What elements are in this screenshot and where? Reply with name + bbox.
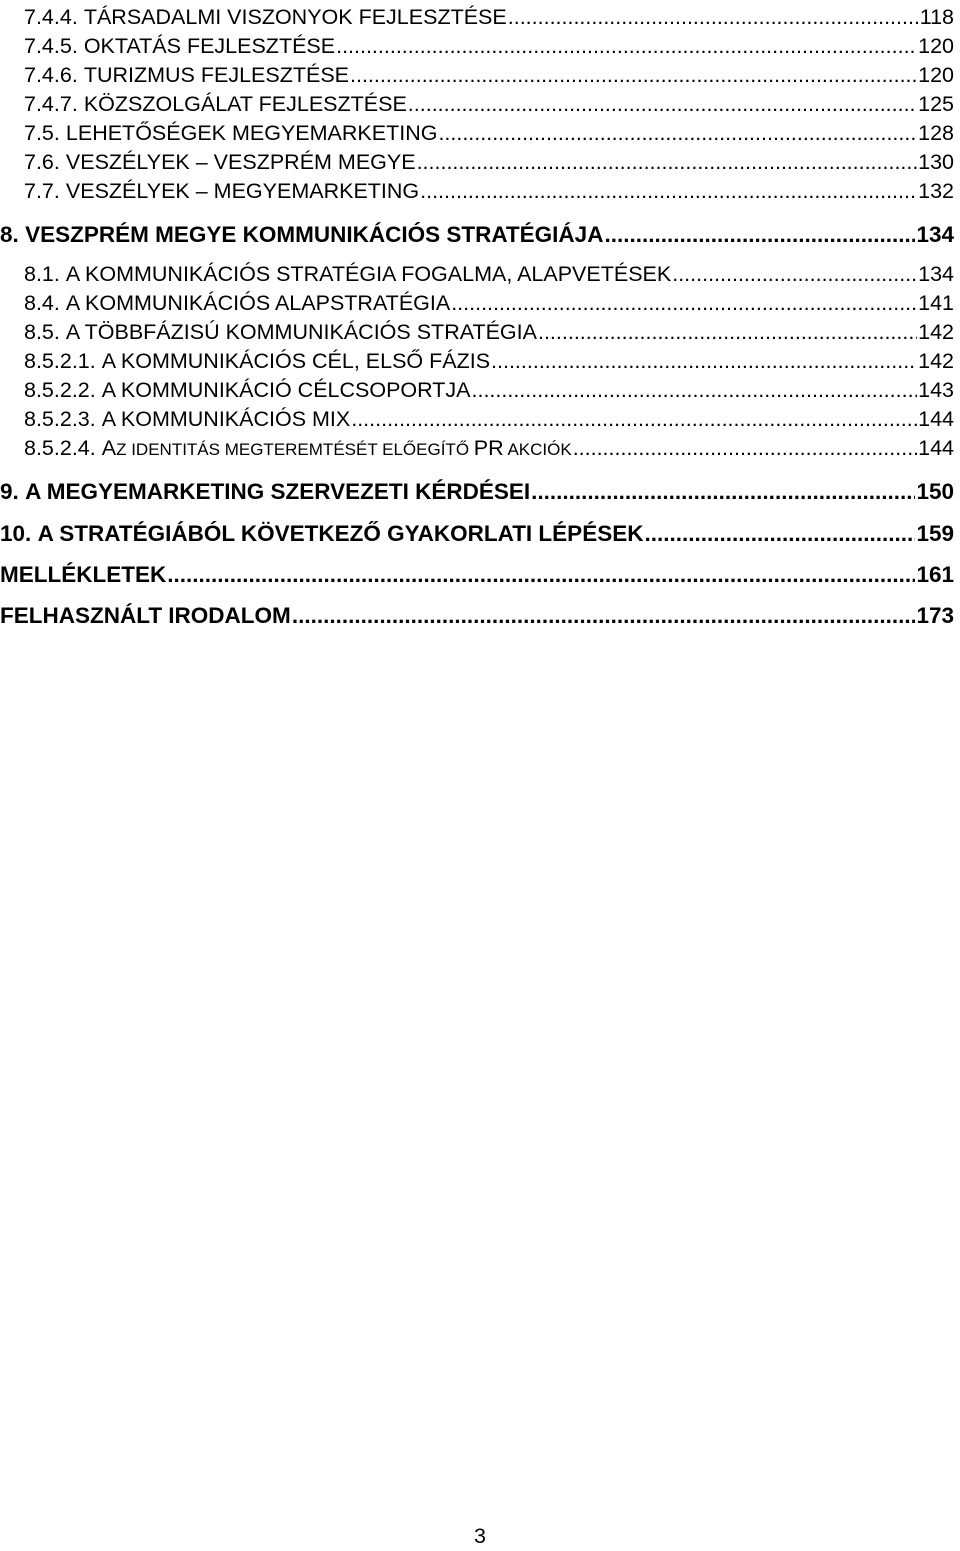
toc-entry-number: 8.5.2.3.	[24, 407, 96, 431]
toc-entry-number: 7.5.	[24, 121, 60, 145]
toc-entry-title-part: PR	[473, 436, 504, 460]
toc-entry-number: 8.5.2.4.	[24, 436, 96, 460]
toc-entry-title: KÖZSZOLGÁLAT FEJLESZTÉSE	[83, 92, 407, 116]
toc-entry-title: TÁRSADALMI VISZONYOK FEJLESZTÉSE	[83, 5, 507, 29]
toc-entry-title: MELLÉKLETEK	[0, 562, 167, 587]
toc-entry[interactable]	[24, 179, 954, 204]
toc-entry-title: VESZPRÉM MEGYE KOMMUNIKÁCIÓS STRATÉGIÁJA	[25, 222, 604, 247]
toc-entry-title: VESZÉLYEK – MEGYEMARKETING	[65, 179, 420, 203]
toc-entry-title: A KOMMUNIKÁCIÓS ALAPSTRATÉGIA	[65, 291, 451, 315]
dot-leader	[350, 63, 917, 88]
toc-entry-number: 7.7.	[24, 179, 60, 203]
toc-entry-title: A KOMMUNIKÁCIÓS CÉL, ELSŐ FÁZIS	[101, 349, 491, 373]
dot-leader	[438, 121, 917, 146]
toc-entry-title: OKTATÁS FEJLESZTÉSE	[83, 34, 336, 58]
dot-leader	[573, 436, 917, 461]
toc-entry-title: A STRATÉGIÁBÓL KÖVETKEZŐ GYAKORLATI LÉPÉSEK	[37, 521, 644, 546]
toc-entry-title: VESZÉLYEK – VESZPRÉM MEGYE	[65, 150, 416, 174]
toc-entry-number: 8.5.2.2.	[24, 378, 96, 402]
dot-leader	[420, 179, 917, 204]
toc-entry-title-part: Z IDENTITÁS MEGTEREMTÉSÉT ELŐEGÍTŐ	[116, 440, 474, 459]
toc-entry-page: 161	[916, 562, 954, 587]
toc-entry[interactable]	[0, 222, 954, 248]
toc-entry[interactable]	[24, 92, 954, 117]
toc-entry-page: 118	[919, 5, 954, 29]
toc-entry-number: 9.	[0, 479, 19, 504]
toc-entry-title-part: AKCIÓK	[503, 440, 572, 459]
page-number: 3	[474, 1524, 486, 1548]
dot-leader	[672, 262, 917, 287]
toc-entry-number: 10.	[0, 521, 32, 546]
toc-entry[interactable]	[24, 262, 954, 287]
toc-entry[interactable]	[0, 479, 954, 505]
toc-entry-page: 120	[918, 34, 954, 58]
toc-entry-page: 130	[918, 150, 954, 174]
toc-entry-number: 8.4.	[24, 291, 60, 315]
toc-entry-number: 8.1.	[24, 262, 60, 286]
dot-leader	[336, 34, 917, 59]
toc-entry-number: 8.5.2.1.	[24, 349, 96, 373]
toc-entry[interactable]	[24, 407, 954, 432]
toc-entry-title: FELHASZNÁLT IRODALOM	[0, 603, 291, 628]
toc-entry[interactable]	[24, 63, 954, 88]
toc-entry-page: 144	[918, 407, 954, 431]
toc-entry-page: 141	[918, 291, 954, 315]
toc-entry-page: 134	[916, 222, 954, 247]
toc-entry-number: 7.6.	[24, 150, 60, 174]
toc-entry-number: 7.4.6.	[24, 63, 78, 87]
dot-leader	[451, 291, 917, 316]
toc-entry-number: 7.4.7.	[24, 92, 78, 116]
toc-entry-page: 132	[918, 179, 954, 203]
toc-entry-number: 7.4.4.	[24, 5, 78, 29]
dot-leader	[491, 349, 917, 374]
toc-entry[interactable]	[0, 562, 954, 588]
toc-entry[interactable]	[24, 378, 954, 403]
dot-leader	[538, 320, 917, 345]
dot-leader	[417, 150, 918, 175]
toc-entry[interactable]	[24, 121, 954, 146]
dot-leader	[351, 407, 917, 432]
toc-entry-page: 125	[918, 92, 954, 116]
toc-entry[interactable]	[24, 34, 954, 59]
dot-leader	[472, 378, 918, 403]
toc-entry[interactable]	[0, 521, 954, 547]
toc-entry-title: A TÖBBFÁZISÚ KOMMUNIKÁCIÓS STRATÉGIA	[65, 320, 537, 344]
toc-entry-title: A KOMMUNIKÁCIÓS STRATÉGIA FOGALMA, ALAPVETÉSEK	[65, 262, 672, 286]
dot-leader	[508, 5, 919, 30]
toc-entry-page: 142	[918, 349, 954, 373]
toc-entry[interactable]	[24, 436, 954, 461]
toc-entry-title: LEHETŐSÉGEK MEGYEMARKETING	[65, 121, 438, 145]
toc-entry-title: A MEGYEMARKETING SZERVEZETI KÉRDÉSEI	[25, 479, 531, 504]
toc-entry-page: 159	[916, 521, 954, 546]
toc-entry[interactable]	[24, 349, 954, 374]
toc-entry-page: 143	[918, 378, 954, 402]
toc-entry[interactable]	[24, 320, 954, 345]
toc-entry-title-part: A	[101, 436, 117, 460]
toc-entry-number: 8.	[0, 222, 19, 247]
toc-entry-number: 7.4.5.	[24, 34, 78, 58]
dot-leader	[604, 222, 915, 248]
dot-leader	[167, 562, 915, 588]
toc-entry-page: 120	[918, 63, 954, 87]
toc-entry[interactable]	[24, 291, 954, 316]
toc-entry-title	[102, 436, 572, 461]
toc-entry[interactable]	[24, 5, 954, 30]
toc-entry-page: 134	[918, 262, 954, 286]
toc-entry-page: 173	[916, 603, 954, 628]
dot-leader	[292, 603, 916, 629]
toc-entry-page: 128	[918, 121, 954, 145]
toc-entry-number: 8.5.	[24, 320, 60, 344]
dot-leader	[408, 92, 917, 117]
toc-entry-title: A KOMMUNIKÁCIÓS MIX	[101, 407, 351, 431]
dot-leader	[531, 479, 915, 505]
toc-entry-title: A KOMMUNIKÁCIÓ CÉLCSOPORTJA	[101, 378, 471, 402]
toc-entry-page: 150	[916, 479, 954, 504]
toc-entry[interactable]	[24, 150, 954, 175]
toc-entry-page: 144	[918, 436, 954, 460]
toc-entry-title: TURIZMUS FEJLESZTÉSE	[83, 63, 350, 87]
toc-entry-page: 142	[918, 320, 954, 344]
dot-leader	[644, 521, 915, 547]
toc-entry[interactable]	[0, 603, 954, 629]
